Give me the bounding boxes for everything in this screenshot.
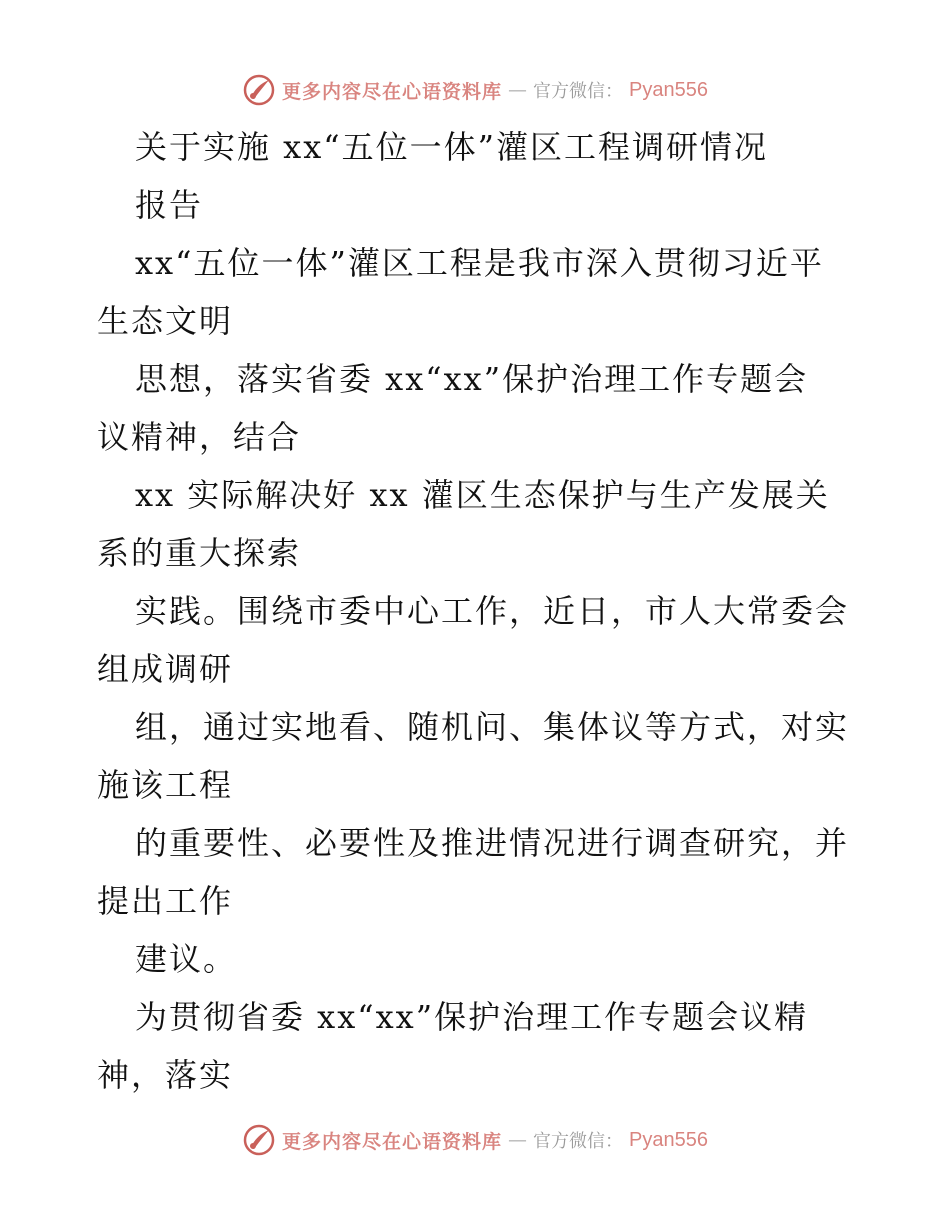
watermark-id: Pyan556 [629, 1128, 708, 1151]
text-line: 组成调研 [97, 650, 234, 688]
text-line: xx“五位一体”灌区工程是我市深入贯彻习近平 [135, 244, 824, 282]
text-line: 议精神，结合 [97, 418, 302, 456]
watermark-sub-text: 官方微信： [533, 1131, 624, 1152]
text-line: 为贯彻省委 xx“xx”保护治理工作专题会议精 [135, 998, 809, 1036]
watermark-footer [0, 1120, 950, 1160]
watermark-dash: — [508, 79, 528, 101]
watermark-main-text: 更多内容尽在心语资料库 [282, 80, 503, 103]
watermark-id: Pyan556 [629, 78, 708, 101]
document-body [97, 118, 857, 1104]
watermark-main-text: 更多内容尽在心语资料库 [282, 1130, 503, 1153]
text-line: 系的重大探索 [97, 534, 302, 572]
text-line: 施该工程 [97, 766, 234, 804]
text-line: 的重要性、必要性及推进情况进行调查研究，并 [135, 824, 850, 862]
brush-logo-icon [242, 1123, 276, 1157]
text-line: 关于实施 xx“五位一体”灌区工程调研情况 [135, 128, 768, 166]
text-line: 生态文明 [97, 302, 234, 340]
text-line: 思想，落实省委 xx“xx”保护治理工作专题会 [135, 360, 809, 398]
watermark-sub-text: 官方微信： [533, 81, 624, 102]
text-line: xx 实际解决好 xx 灌区生态保护与生产发展关 [135, 476, 830, 514]
text-line: 组，通过实地看、随机问、集体议等方式，对实 [135, 708, 850, 746]
brush-logo-icon [242, 73, 276, 107]
text-line: 神，落实 [97, 1056, 234, 1094]
watermark-header [0, 70, 950, 110]
watermark-dash: — [508, 1129, 528, 1151]
text-line: 实践。围绕市委中心工作，近日，市人大常委会 [135, 592, 850, 630]
text-line: 报告 [135, 186, 204, 224]
text-line: 提出工作 [97, 882, 234, 920]
text-line: 建议。 [135, 940, 238, 978]
